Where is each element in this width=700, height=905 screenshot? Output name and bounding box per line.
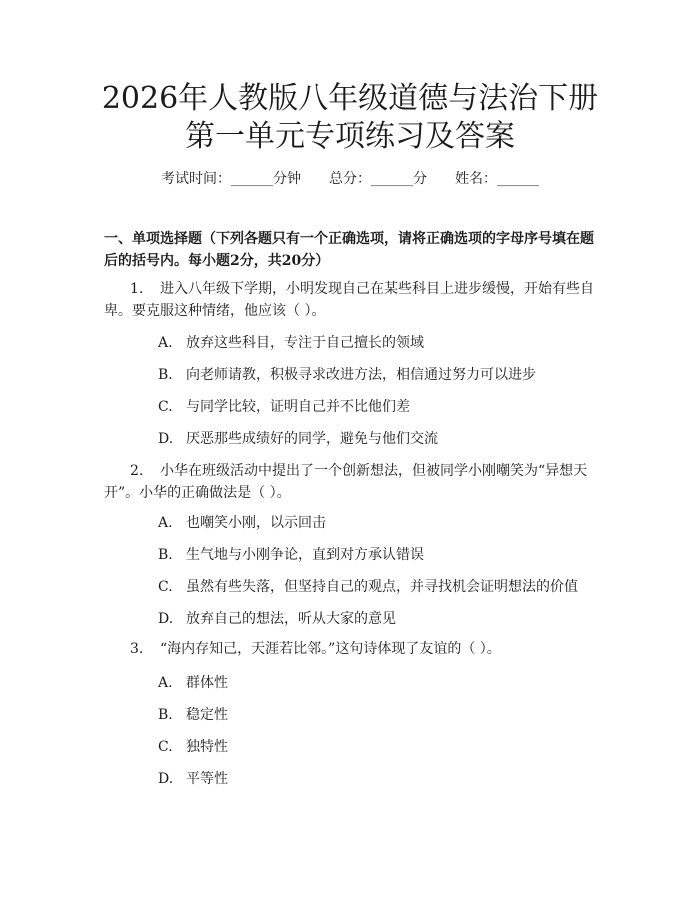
- question-1-option-a: A. 放弃这些科目，专注于自己擅长的领域: [158, 335, 424, 351]
- question-1-option-d: D. 厌恶那些成绩好的同学，避免与他们交流: [158, 431, 438, 447]
- question-stem: 进入八年级下学期，小明发现自己在某些科目上进步缓慢，开始有些自卑。要克服这种情绪，他应该（ ）。: [104, 281, 594, 319]
- question-2: [104, 460, 604, 504]
- question-2-option-a: A. 也嘲笑小刚，以示回击: [158, 515, 326, 531]
- section-heading-single-choice: 一、单项选择题（下列各题只有一个正确选项，请将正确选项的字母序号填在题后的括号内。每小题2分，共20分）: [104, 231, 594, 269]
- document-title: 2026年人教版八年级道德与法治下册第一单元专项练习及答案: [101, 81, 599, 154]
- question-number: 3.: [130, 641, 144, 657]
- question-3-option-a: A. 群体性: [158, 675, 228, 691]
- question-2-option-c: C. 虽然有些失落，但坚持自己的观点，并寻找机会证明想法的价值: [158, 579, 578, 595]
- question-number: 2.: [130, 463, 144, 479]
- question-stem: 小华在班级活动中提出了一个创新想法，但被同学小刚嘲笑为“异想天开”。小华的正确做法是（ ）。: [104, 463, 588, 501]
- exam-meta: [0, 170, 700, 188]
- question-3: [104, 638, 604, 660]
- question-3-option-d: D. 平等性: [158, 771, 228, 787]
- question-number: 1.: [130, 281, 144, 297]
- question-1-option-b: B. 向老师请教，积极寻求改进方法，相信通过努力可以进步: [158, 367, 536, 383]
- question-1-option-c: C. 与同学比较，证明自己并不比他们差: [158, 399, 410, 415]
- question-2-option-b: B. 生气地与小刚争论，直到对方承认错误: [158, 547, 424, 563]
- question-3-option-b: B. 稳定性: [158, 707, 228, 723]
- question-1: [104, 278, 604, 322]
- exam-time-field: 考试时间：______分钟: [161, 171, 301, 187]
- student-name-field: 姓名：______: [455, 171, 539, 187]
- question-stem: “海内存知己，天涯若比邻。”这句诗体现了友谊的（ ）。: [160, 641, 501, 657]
- question-3-option-c: C. 独特性: [158, 739, 228, 755]
- total-score-field: 总分：______分: [329, 171, 427, 187]
- question-2-option-d: D. 放弃自己的想法，听从大家的意见: [158, 611, 396, 627]
